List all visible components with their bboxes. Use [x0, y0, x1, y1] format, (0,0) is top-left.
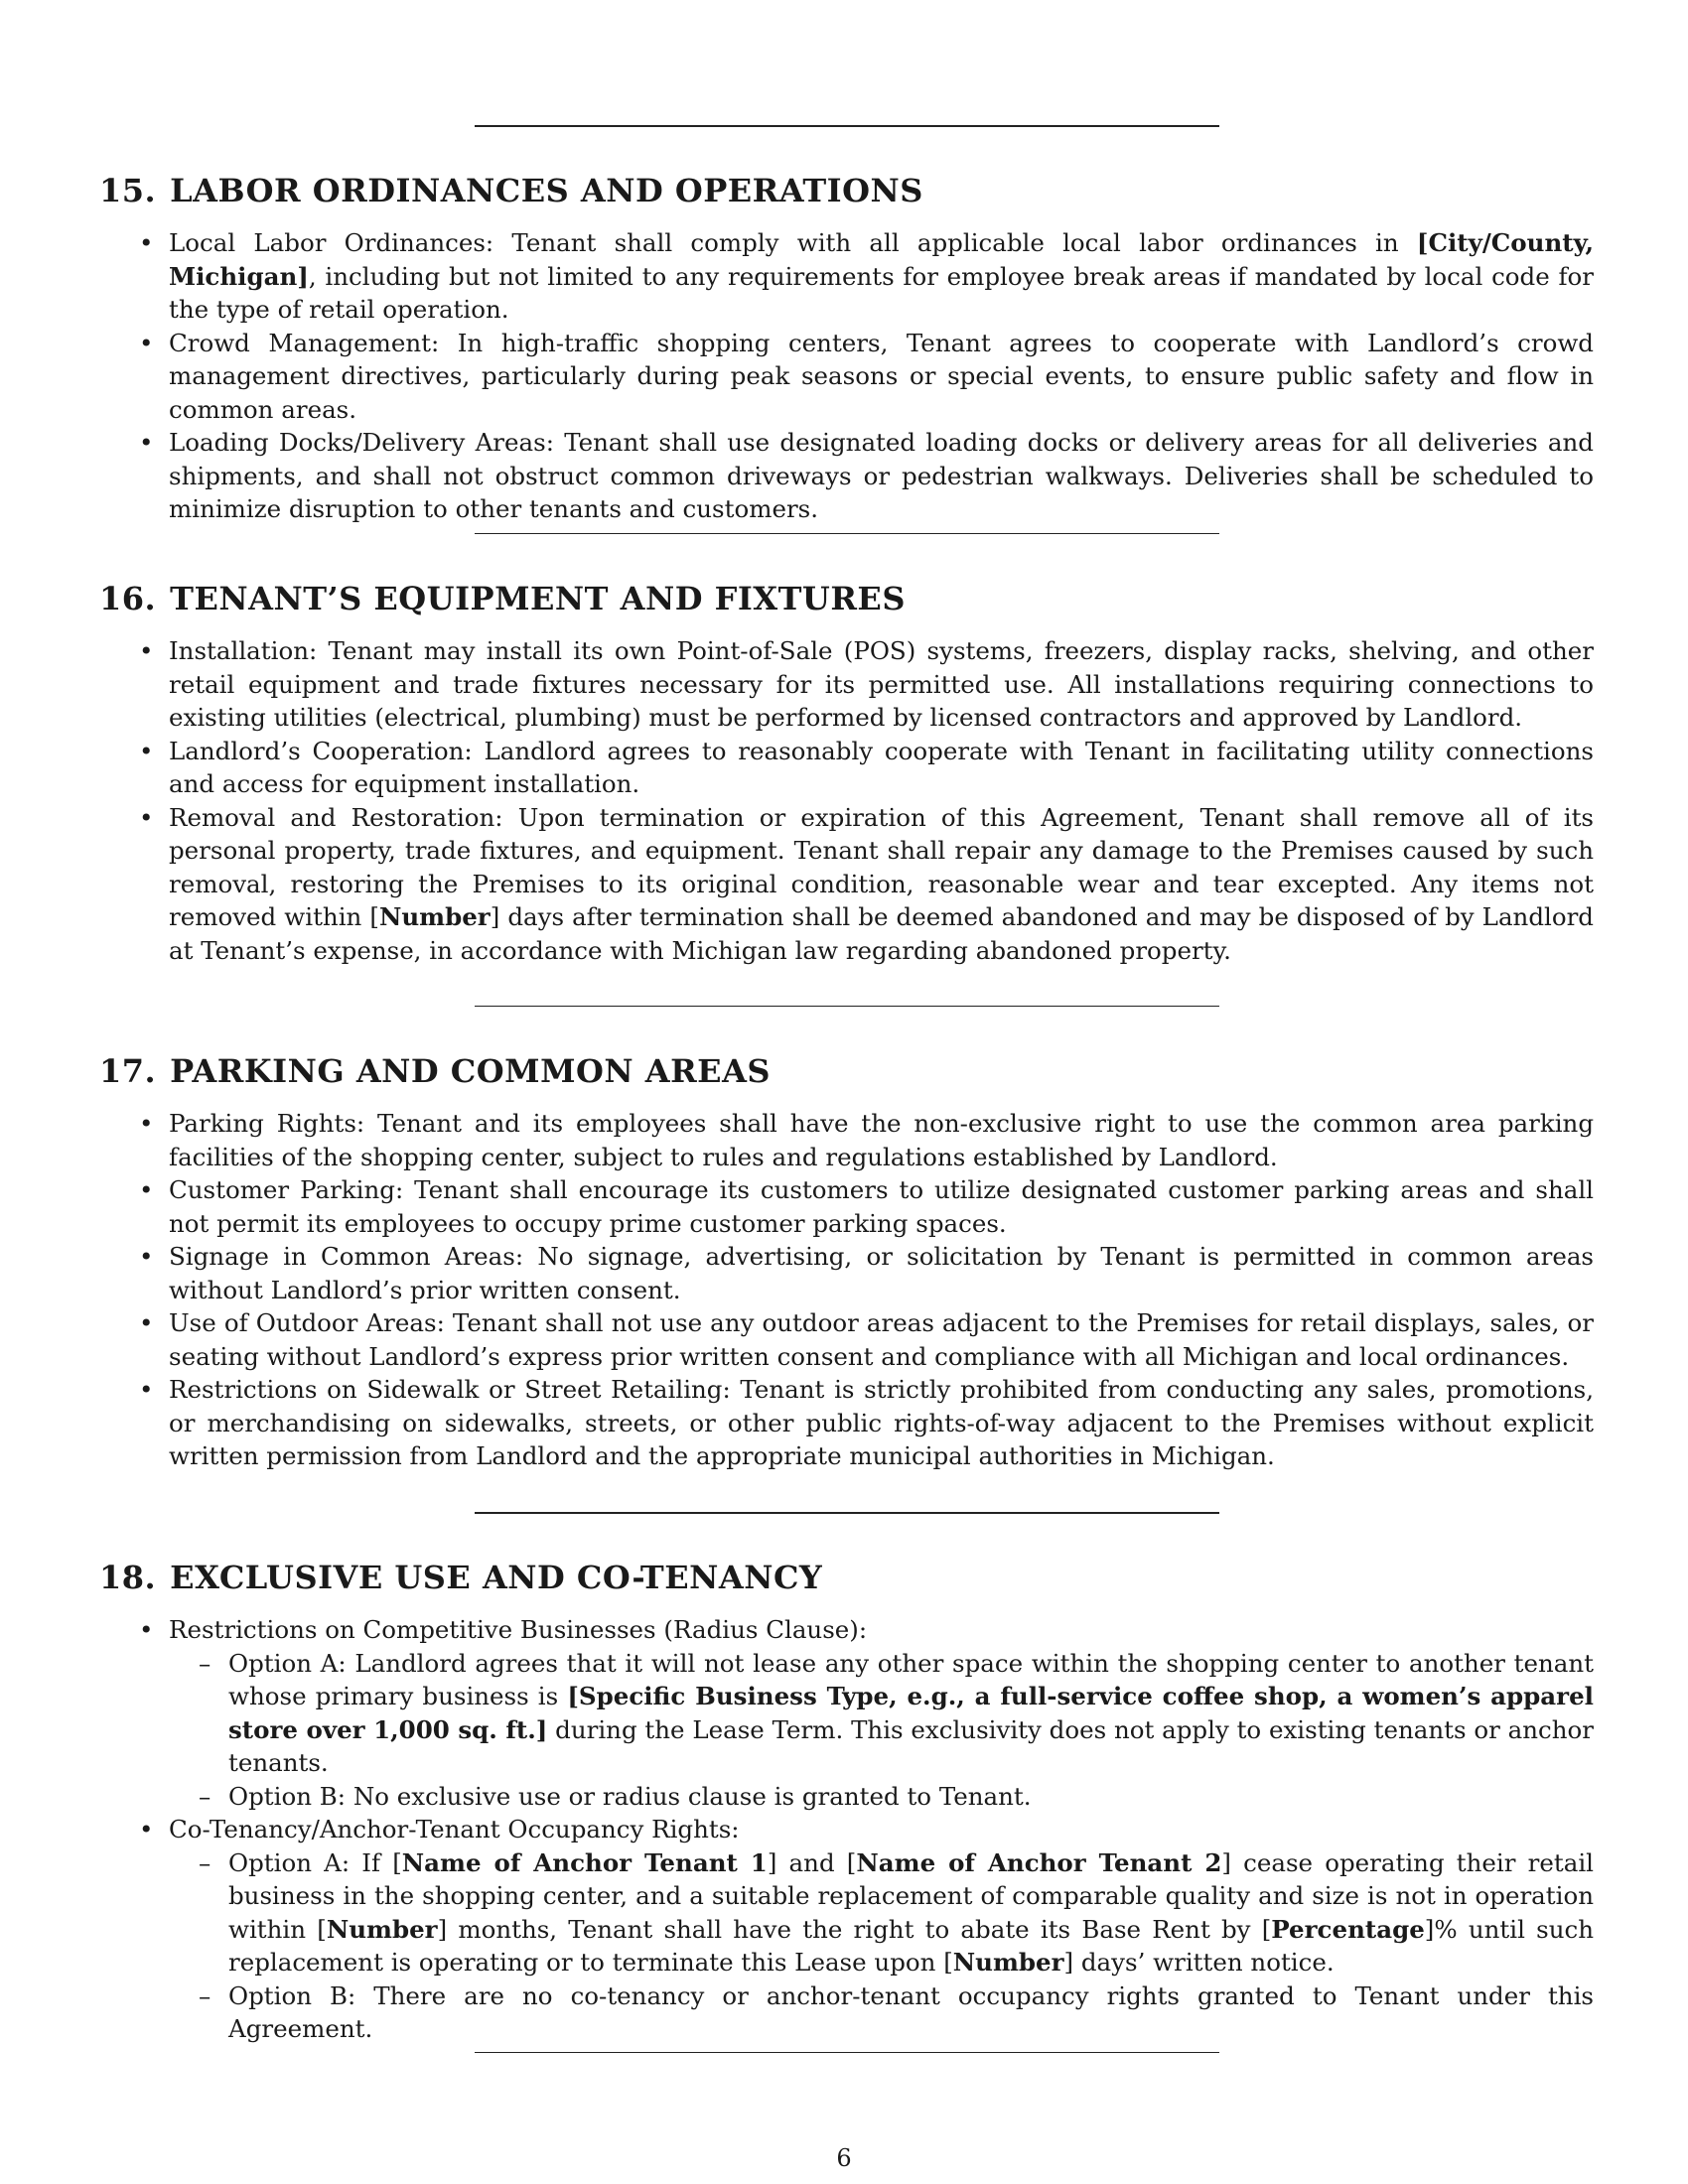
section-heading: 18. EXCLUSIVE USE AND CO-TENANCY [99, 1559, 823, 1596]
section-heading: 15. LABOR ORDINANCES AND OPERATIONS [99, 172, 923, 209]
section-17 [99, 1051, 1594, 1473]
page-number: 6 [836, 2144, 852, 2172]
list-item: • Crowd Management: In high-traffic shopping centers, Tenant agrees to cooperate with Landlord’s crowd management directives, particularly during peak seasons or special events, to ensure public safety and flow in common areas. [169, 327, 1594, 427]
list-item: • Removal and Restoration: Upon termination or expiration of this Agreement, Tenant shall remove all of its personal property, trade fixtures, and equipment. Tenant shall repair any damage to the Premises caused by such removal, restoring the Premises to its original condition, reasonable wear and tear excepted. Any items not removed within [Number] days after termination shall be deemed abandoned and may be disposed of by Landlord at Tenant’s expense, in accordance with Michigan law regarding abandoned property. [169, 801, 1594, 968]
list-item: • Loading Docks/Delivery Areas: Tenant shall use designated loading docks or delivery areas for all deliveries and shipments, and shall not obstruct common driveways or pedestrian walkways. Deliveries shall be scheduled to minimize disruption to other tenants and customers. [169, 426, 1594, 526]
list-item: • Restrictions on Sidewalk or Street Retailing: Tenant is strictly prohibited from conducting any sales, promotions, or merchandising on sidewalks, streets, or other public rights-of-way adjacent to the Premises without explicit written permission from Landlord and the appropriate municipal authorities in Michigan. [169, 1373, 1594, 1473]
section-16 [99, 579, 1594, 967]
section-18 [99, 1558, 1594, 2046]
section-divider [475, 2052, 1219, 2053]
section-15 [99, 171, 1594, 526]
bullet-list [99, 226, 1594, 526]
sub-list [169, 1647, 1594, 1814]
list-item: • Signage in Common Areas: No signage, advertising, or solicitation by Tenant is permitted in common areas without Landlord’s prior written consent. [169, 1240, 1594, 1306]
bullet-list [99, 634, 1594, 967]
list-item: • Installation: Tenant may install its own Point-of-Sale (POS) systems, freezers, display racks, shelving, and other retail equipment and trade fixtures necessary for its permitted use. All installations requiring connections to existing utilities (electrical, plumbing) must be performed by licensed contractors and approved by Landlord. [169, 634, 1594, 735]
list-item: • Local Labor Ordinances: Tenant shall comply with all applicable local labor ordinances in [City/County, Michigan], including but not limited to any requirements for employee break areas if mandated by local code for the type of retail operation. [169, 226, 1594, 327]
section-title: EXCLUSIVE USE AND CO-TENANCY [170, 1559, 823, 1596]
sub-list-item: – Option A: Landlord agrees that it will not lease any other space within the shopping center to another tenant whose primary business is [Specific Business Type, e.g., a full-service coffee shop, a women’s apparel store over 1,000 sq. ft.] during the Lease Term. This exclusivity does not apply to existing tenants or anchor tenants. [228, 1647, 1594, 1780]
section-title: LABOR ORDINANCES AND OPERATIONS [170, 172, 923, 209]
sub-list-item: – Option A: If [Name of Anchor Tenant 1] and [Name of Anchor Tenant 2] cease operating their retail business in the shopping center, and a suitable replacement of comparable quality and size is not in operation within [Number] months, Tenant shall have the right to abate its Base Rent by [Percentage]% until such replacement is operating or to terminate this Lease upon [Number] days’ written notice. [228, 1846, 1594, 1979]
section-divider [475, 1006, 1219, 1007]
bullet-list [99, 1107, 1594, 1473]
list-item: • Parking Rights: Tenant and its employees shall have the non-exclusive right to use the common area parking facilities of the shopping center, subject to rules and regulations established by Landlord. [169, 1107, 1594, 1173]
section-title: PARKING AND COMMON AREAS [170, 1052, 771, 1090]
sub-list-item: – Option B: There are no co-tenancy or anchor-tenant occupancy rights granted to Tenant under this Agreement. [228, 1979, 1594, 2046]
sub-list [169, 1846, 1594, 2046]
section-heading: 16. TENANT’S EQUIPMENT AND FIXTURES [99, 580, 906, 617]
list-item: • Co-Tenancy/Anchor-Tenant Occupancy Rights: – Option A: If [Name of Anchor Tenant 1] and [Name of Anchor Tenant 2] cease operating their retail business in the shopping center, and a suitable replacement of comparable quality and size is not in operation within [Number] months, Tenant shall have the right to abate its Base Rent by [Percentage]% until such replacement is operating or to terminate this Lease upon [Number] days’ written notice. – Option B: There are no co-tenancy or anchor-tenant occupancy rights granted to Tenant under this Agreement. [169, 1813, 1594, 2046]
sub-list-item: – Option B: No exclusive use or radius clause is granted to Tenant. [228, 1780, 1594, 1814]
section-divider [475, 1512, 1219, 1514]
bullet-list [99, 1613, 1594, 2046]
list-item: • Customer Parking: Tenant shall encourage its customers to utilize designated customer parking areas and shall not permit its employees to occupy prime customer parking spaces. [169, 1173, 1594, 1240]
section-heading: 17. PARKING AND COMMON AREAS [99, 1052, 771, 1090]
list-item: • Restrictions on Competitive Businesses (Radius Clause): – Option A: Landlord agrees that it will not lease any other space within the shopping center to another tenant whose primary business is [Specific Business Type, e.g., a full-service coffee shop, a women’s apparel store over 1,000 sq. ft.] during the Lease Term. This exclusivity does not apply to existing tenants or anchor tenants. – Option B: No exclusive use or radius clause is granted to Tenant. [169, 1613, 1594, 1813]
list-item: • Landlord’s Cooperation: Landlord agrees to reasonably cooperate with Tenant in facilitating utility connections and access for equipment installation. [169, 735, 1594, 801]
section-title: TENANT’S EQUIPMENT AND FIXTURES [170, 580, 906, 617]
section-divider [475, 533, 1219, 534]
list-item: • Use of Outdoor Areas: Tenant shall not use any outdoor areas adjacent to the Premises for retail displays, sales, or seating without Landlord’s express prior written consent and compliance with all Michigan and local ordinances. [169, 1306, 1594, 1373]
section-divider [475, 125, 1219, 127]
